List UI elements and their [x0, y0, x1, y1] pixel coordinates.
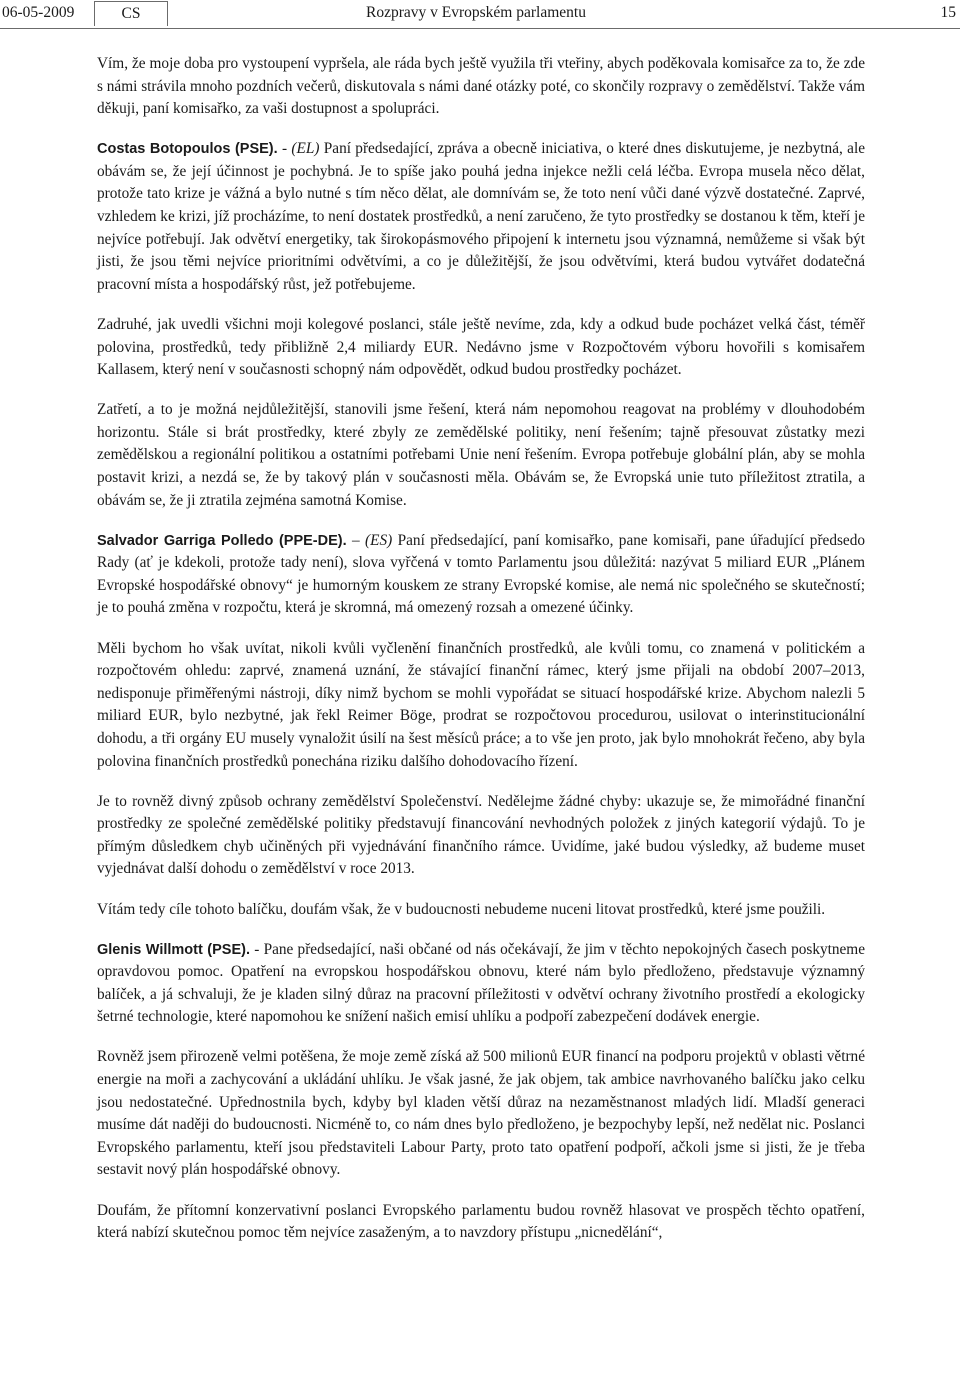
header-title: Rozpravy v Evropském parlamentu: [366, 4, 586, 21]
paragraph-text: Zadruhé, jak uvedli všichni moji kolegové poslanci, stále ještě nevíme, zda, kdy a odkud bude pocházet velká část, téměř polovina, prostředků, tedy přibližně 2,4 miliardy EUR. Nedávno jsme v Rozpočtovém výboru hovořili s komisařem Kallasem, který není v současnosti schopný nám odpovědět, odkud budou prostředky pocházet.: [97, 315, 865, 379]
speaker-name: Glenis Willmott (PSE).: [97, 941, 250, 958]
paragraph-text: Vím, že moje doba pro vystoupení vypršela, ale ráda bych ještě využila tři vteřiny, abych poděkovala komisařce za to, že zde s námi strávila mnoho pozdních večerů, diskutovala s námi dané otázky poté, co skončily rozpravy o zemědělství. Takže vám děkuji, paní komisařko, za vaši dostupnost a spolupráci.: [97, 55, 865, 118]
paragraph: [97, 791, 865, 881]
paragraph: [97, 314, 865, 382]
paragraph-text: Měli bychom ho však uvítat, nikoli kvůli vyčlenění finančních prostředků, ale kvůli tomu, co znamená v politickém a rozpočtovém ohledu: zaprvé, znamená uznání, že stávající finanční rámec, který jsme přijali na období 2007–2013, nedisponuje přiměřenými nástroji, díky nimž bychom se mohli vypořádat se situací hospodářské krize. Abychom nalezli 5 miliard EUR, bylo nezbytné, jak řekl Reimer Böge, prodrat se rozpočtovou procedurou, usilovat o interinstitucionální dohodu, a tři orgány EU musely vynaložit úsilí na šest měsíců práce; a to vše jen proto, jak bylo mnohokrát řečeno, aby byla polovina finančních prostředků ponechána riziku dalšího dohodovacího řízení.: [97, 639, 865, 770]
paragraph-text: Rovněž jsem přirozeně velmi potěšena, že moje země získá až 500 milionů EUR financí na podporu projektů v oblasti větrné energie na moři a zachycování a ukládání uhlíku. Je však jasné, že jak objem, tak ambice navrhovaného balíčku jako celku jsou nedostatečné. Upřednostnila bych, kdyby byl kladen větší důraz na nezaměstnanost mladých lidí. Mladší generaci musíme dát naději do budoucnosti. Nicméně to, co nám dnes bylo předloženo, je bezpochyby lepší, než nedělat nic. Poslanci Evropského parlamentu, kteří jsou představiteli Labour Party, proto tato opatření podpoří, ačkoli jsme si jisti, že je třeba sestavit nový plán hospodářské obnovy.: [97, 1048, 865, 1179]
page-header: [0, 0, 960, 29]
header-date: 06-05-2009: [2, 4, 75, 21]
paragraph: Glenis Willmott (PSE). - Pane předsedající, naši občané od nás očekávají, že jim v těchto nepokojných časech poskytneme opravdovou pomoc. Opatření na evropskou hospodářskou obnovu, které nám bylo předloženo, představuje významný balíček, a já schvaluji, že je kladen silný důraz na pracovní příležitosti v odvětví ochrany životního prostředí a ekologicky šetrné technologie, které napomohou ke snížení našich emisí uhlíku a podpoří zabezpečení dodávek energie.: [97, 940, 865, 1026]
paragraph: [97, 1200, 865, 1245]
language-tag: (EL): [291, 140, 320, 158]
speaker-name: Salvador Garriga Polledo (PPE-DE).: [97, 532, 347, 549]
paragraph-text: Paní předsedající, zpráva a obecně iniciativa, o které dnes diskutujeme, je nezbytná, ale obávám se, že její účinnost je pochybná. Je to spíše jako pouhá jedna injekce nežli celá léčba. Evropa musela něco dělat, protože tato krize je vážná a bylo nutné s tím něco dělat, ale domnívám se, že toto není vůči dané výzvě dostatečné. Zaprvé, vzhledem ke krizi, jíž procházíme, to není dostatek prostředků, a není zaručeno, že tyto prostředky se dostanou k těm, kteří je nejvíce potřebují. Jak odvětví energetiky, tak širokopásmového připojení k internetu jsou významná, nemůžeme si však být jisti, že jsou těmi nejvíce prioritními odvětvími, a co je důležitější, že jsou odvětvími, která budou vytvářet dodatečná pracovní místa a hospodářský růst, jež potřebujeme.: [97, 140, 865, 293]
header-language-tab: CS: [94, 1, 168, 26]
paragraph-text: Vítám tedy cíle tohoto balíčku, doufám však, že v budoucnosti nebudeme nuceni litovat prostředků, které jsme použili.: [97, 900, 826, 918]
paragraph-text: Je to rovněž divný způsob ochrany zemědělství Společenství. Nedělejme žádné chyby: ukazuje se, že mimořádné finanční prostředky ze společné zemědělské politiky představují financování nevhodných položek z jiných kategorií výdajů. To je přímým důsledkem chyb učiněných při vyjednávání finančního rámce. Uvidíme, jaké budou výsledky, až budeme muset vyjednávat další dohodu o zemědělství v roce 2013.: [97, 792, 865, 878]
paragraph: [97, 1046, 865, 1182]
paragraph: [97, 399, 865, 512]
paragraph: [97, 53, 865, 121]
paragraph-text: Doufám, že přítomní konzervativní poslanci Evropského parlamentu budou rovněž hlasovat ve prospěch těchto opatření, která nabízí skutečnou pomoc těm nejvíce zasaženým, a to navzdory přístupu „nicnedělání“,: [97, 1201, 865, 1242]
paragraph: [97, 899, 865, 922]
document-body: [97, 53, 865, 1245]
paragraph-text: Paní předsedající, paní komisařko, pane komisaři, pane úřadující předsedo Rady (ať je kdekoli, protože tady není), slova vyřčená v tomto Parlamentu jsou důležitá: nazývat 5 miliard EUR „Plánem Evropské hospodářské obnovy“ je humorným kouskem ze strany Evropské komise, ale nemá nic společného se skutečností; je to pouhá změna v rozpočtu, která je skromná, má omezený rozsah a omezené účinky.: [97, 531, 866, 617]
paragraph-text: Pane předsedající, naši občané od nás očekávají, že jim v těchto nepokojných časech poskytneme opravdovou pomoc. Opatření na evropskou hospodářskou obnovu, které nám bylo předloženo, představuje významný balíček, a já schvaluji, že je kladen silný důraz na pracovní příležitosti v odvětví ochrany životního prostředí a ekologicky šetrné technologie, které napomohou ke snížení našich emisí uhlíku a podpoří zabezpečení dodávek energie.: [97, 940, 865, 1026]
paragraph: Costas Botopoulos (PSE). - (EL) Paní předsedající, zpráva a obecně iniciativa, o které dnes diskutujeme, je nezbytná, ale obávám se, že její účinnost je pochybná. Je to spíše jako pouhá jedna injekce nežli celá léčba. Evropa musela něco dělat, protože tato krize je vážná a bylo nutné s tím něco dělat, ale domnívám se, že toto není vůči dané výzvě dostatečné. Zaprvé, vzhledem ke krizi, jíž procházíme, to není dostatek prostředků, a není zaručeno, že tyto prostředky se dostanou k těm, kteří je nejvíce potřebují. Jak odvětví energetiky, tak širokopásmového připojení k internetu jsou významná, nemůžeme si však být jisti, že jsou těmi nejvíce prioritními odvětvími, a co je důležitější, že jsou odvětvími, která budou vytvářet dodatečná pracovní místa a hospodářský růst, jež potřebujeme.: [97, 140, 865, 293]
paragraph: Salvador Garriga Polledo (PPE-DE). – (ES) Paní předsedající, paní komisařko, pane komisaři, pane úřadující předsedo Rady (ať je kdekoli, protože tady není), slova vyřčená v tomto Parlamentu jsou důležitá: nazývat 5 miliard EUR „Plánem Evropské hospodářské obnovy“ je humorným kouskem ze strany Evropské komise, ale nemá nic společného se skutečností; je to pouhá změna v rozpočtu, která je skromná, má omezený rozsah a omezené účinky.: [97, 531, 866, 617]
paragraph: [97, 638, 865, 774]
language-tag: (ES): [365, 531, 393, 549]
header-page-number: 15: [940, 4, 956, 21]
paragraph-text: Zatřetí, a to je možná nejdůležitější, stanovili jsme řešení, která nám nepomohou reagovat na problémy v dlouhodobém horizontu. Stále si brát prostředky, které zbyly ze zemědělské politiky, není řešením; tajně přesouvat zůstatky mezi zemědělskou a regionální politikou a ostatními potřebami Unie není řešením. Evropa potřebuje globální plán, aby se mohla postavit krizi, a nezdá se, že by takový plán v současnosti měla. Obávám se, že Evropská unie tuto příležitost ztratila, a obávám se, že ji ztratila zejména samotná Komise.: [97, 401, 865, 509]
speaker-name: Costas Botopoulos (PSE).: [97, 141, 278, 158]
